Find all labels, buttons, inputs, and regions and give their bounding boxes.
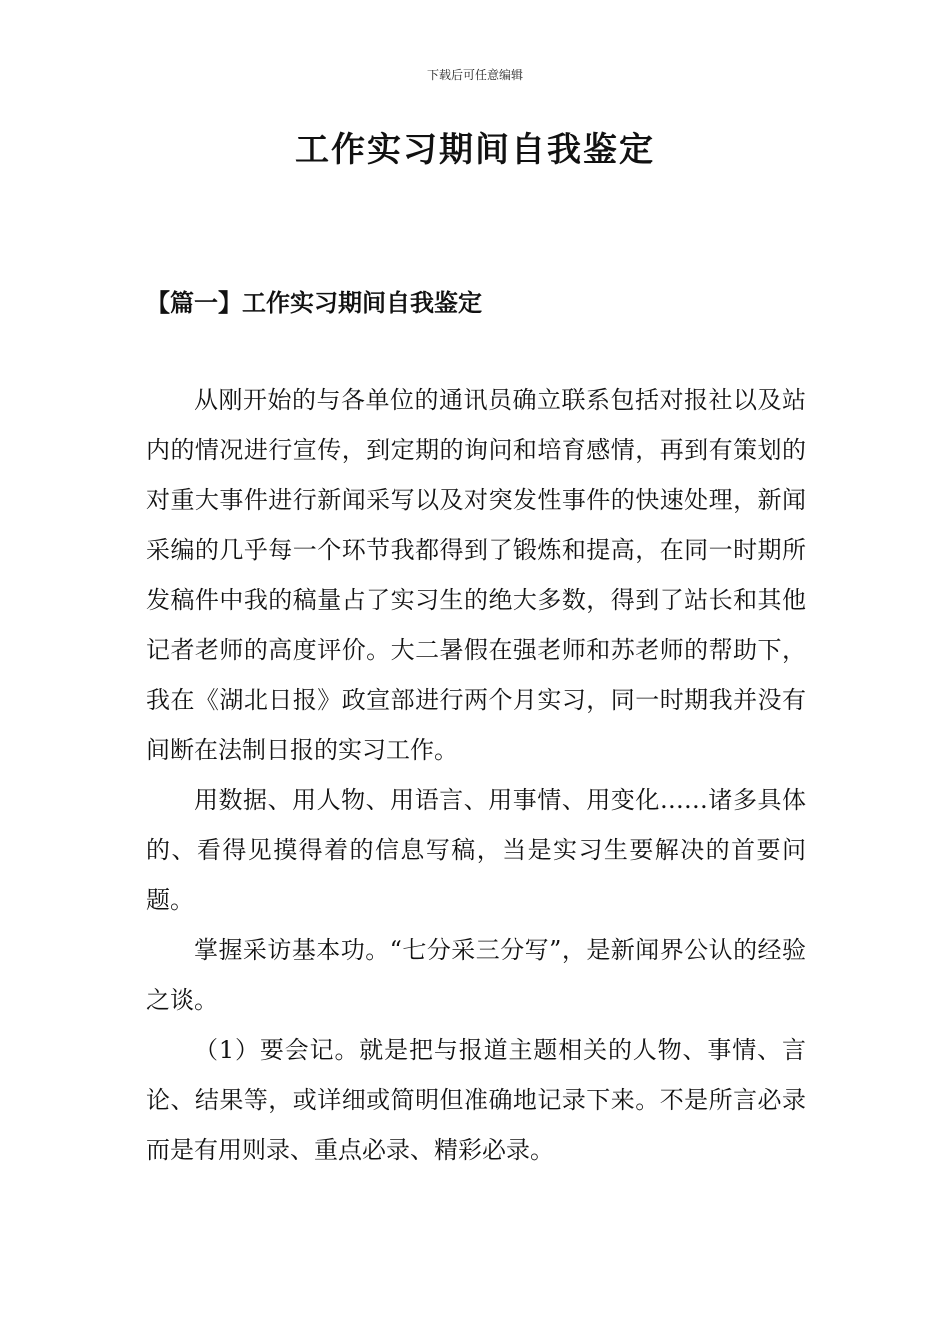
- paragraph: 用数据、用人物、用语言、用事情、用变化……诸多具体的、看得见摸得着的信息写稿，当是实习生要解决的首要问题。: [146, 786, 806, 914]
- paragraph: 从刚开始的与各单位的通讯员确立联系包括对报社以及站内的情况进行宣传，到定期的询问和培育感情，再到有策划的对重大事件进行新闻采写以及对突发性事件的快速处理，新闻采编的几乎每一个环节我都得到了锻炼和提高，在同一时期所发稿件中我的稿量占了实习生的绝大多数，得到了站长和其他记者老师的高度评价。大二暑假在强老师和苏老师的帮助下，我在《湖北日报》政宣部进行两个月实习，同一时期我并没有间断在法制日报的实习工作。: [146, 386, 806, 764]
- document-body: [146, 375, 806, 1175]
- paragraph: （1）要会记。就是把与报道主题相关的人物、事情、言论、结果等，或详细或简明但准确地记录下来。不是所言必录而是有用则录、重点必录、精彩必录。: [146, 1036, 806, 1164]
- paragraph: 掌握采访基本功。“七分采三分写”，是新闻界公认的经验之谈。: [146, 936, 806, 1014]
- header-note: 下载后可任意编辑: [426, 68, 523, 82]
- section-heading: 【篇一】工作实习期间自我鉴定: [146, 288, 482, 317]
- document-title: 工作实习期间自我鉴定: [295, 130, 655, 170]
